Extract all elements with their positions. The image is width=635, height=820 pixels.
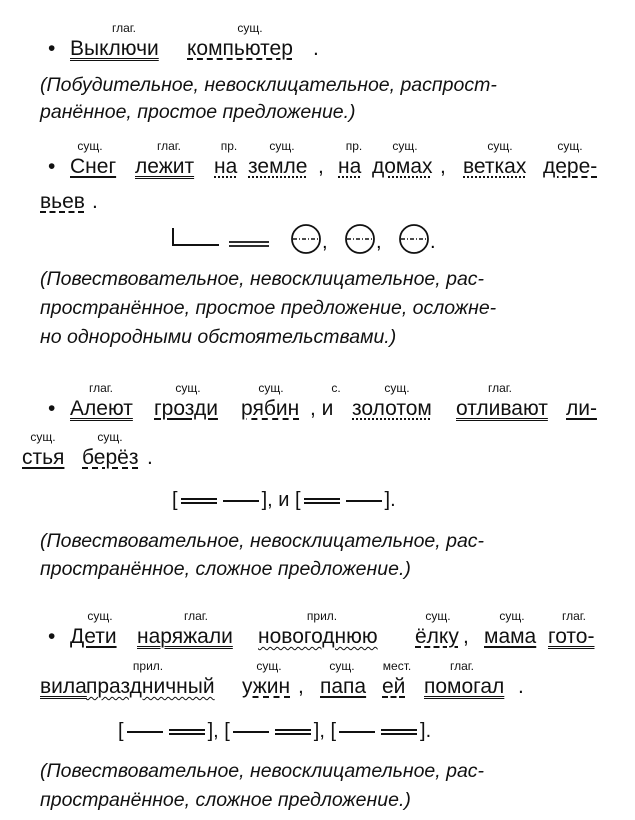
word-object: ей [382, 675, 406, 698]
punct: . [313, 37, 319, 60]
note-line: (Повествовательное, невосклицательное, рас- [40, 760, 485, 782]
word-attribute: вьев [40, 190, 85, 213]
subject-mark [173, 228, 219, 245]
punct: , [318, 155, 324, 178]
word-subject: ли- [566, 397, 597, 420]
adverbial-circle [400, 225, 428, 253]
bracket-close: ]. [384, 489, 396, 511]
bracket-close: ]. [420, 720, 432, 742]
sentence-scheme [165, 218, 455, 258]
word-predicate: отливают [456, 397, 548, 420]
pos-label: глаг. [156, 139, 182, 153]
pos-label: мест. [382, 659, 412, 673]
pos-label: глаг. [449, 659, 475, 673]
pos-label: глаг. [487, 381, 513, 395]
word-subject: мама [484, 625, 537, 648]
note-line: (Повествовательное, невосклицательное, рас- [40, 530, 485, 552]
pos-label: пр. [220, 139, 238, 153]
pos-label: сущ. [425, 609, 451, 623]
bullet: • [48, 397, 56, 420]
word-adverbial: золотом [352, 397, 432, 420]
punct: , [298, 675, 304, 698]
scheme-join: ], [ [313, 720, 337, 742]
word-subject: Дети [70, 625, 117, 648]
pos-label: сущ. [30, 430, 56, 444]
word-adverbial: на [214, 155, 238, 178]
word-adverbial: домах [372, 155, 433, 178]
pos-label: прил. [132, 659, 164, 673]
word-predicate: вила [40, 675, 87, 698]
word-predicate: Выключи [70, 37, 159, 60]
punct: . [92, 190, 98, 213]
pos-label: сущ. [557, 139, 583, 153]
word-attribute: праздничный [86, 675, 215, 698]
note-line: пространённое, сложное предложение.) [40, 789, 411, 811]
adverbial-circle [346, 225, 374, 253]
pos-label: глаг. [111, 21, 137, 35]
pos-label: сущ. [258, 381, 284, 395]
word-predicate: гото- [548, 625, 595, 648]
punct: . [518, 675, 524, 698]
punct: , [463, 625, 469, 648]
word-adverbial: на [338, 155, 362, 178]
pos-label: глаг. [561, 609, 587, 623]
predicate-mark [304, 498, 340, 504]
note-line: ранённое, простое предложение.) [40, 101, 356, 123]
predicate-mark [381, 729, 417, 735]
pos-label: сущ. [77, 139, 103, 153]
subject-mark [223, 500, 259, 502]
pos-label: глаг. [88, 381, 114, 395]
scheme-join: ], и [ [261, 489, 301, 511]
scheme-period: . [430, 231, 436, 253]
word-attribute: дере- [543, 155, 598, 178]
scheme-join: ], [ [207, 720, 230, 742]
bracket-open: [ [118, 720, 124, 742]
word-predicate: наряжали [137, 625, 233, 648]
sentence-scheme [118, 720, 431, 742]
pos-label: сущ. [269, 139, 295, 153]
subject-mark [127, 731, 163, 733]
bullet: • [48, 37, 56, 60]
bullet: • [48, 155, 56, 178]
subject-mark [346, 500, 382, 502]
pos-label: сущ. [175, 381, 201, 395]
word-attribute: берёз [82, 446, 139, 469]
pos-label: сущ. [329, 659, 355, 673]
word-predicate: лежит [135, 155, 195, 178]
note-line: но однородными обстоятельствами.) [40, 326, 397, 348]
scheme-comma: , [322, 231, 328, 253]
word-predicate: Алеют [70, 397, 133, 420]
pos-label: сущ. [256, 659, 282, 673]
word-predicate: помогал [424, 675, 505, 698]
punct: , [440, 155, 446, 178]
word-object: ужин [242, 675, 291, 698]
note-line: (Побудительное, невосклицательное, распрост- [40, 74, 497, 96]
pos-label: с. [331, 381, 341, 395]
word-attribute: рябин [241, 397, 300, 420]
note-line: пространённое, простое предложение, осложне- [40, 297, 497, 319]
conjunction: , и [310, 397, 334, 420]
subject-mark [339, 731, 375, 733]
pos-label: сущ. [487, 139, 513, 153]
word-object: компьютер [187, 37, 293, 60]
note-line: (Повествовательное, невосклицательное, рас- [40, 268, 485, 290]
note-line: пространённое, сложное предложение.) [40, 558, 411, 580]
scheme-comma: , [376, 231, 382, 253]
subject-mark [233, 731, 269, 733]
word-subject: Снег [70, 155, 117, 178]
word-subject: грозди [154, 397, 218, 420]
word-object: ёлку [415, 625, 459, 648]
pos-label: глаг. [183, 609, 209, 623]
word-adverbial: ветках [463, 155, 527, 178]
pos-label: сущ. [97, 430, 123, 444]
word-subject: папа [320, 675, 367, 698]
pos-label: сущ. [499, 609, 525, 623]
pos-label: сущ. [384, 381, 410, 395]
word-attribute: новогоднюю [258, 625, 378, 648]
pos-label: сущ. [237, 21, 263, 35]
word-subject: стья [22, 446, 65, 469]
sentence-scheme [172, 489, 396, 511]
predicate-mark [275, 729, 311, 735]
pos-label: пр. [345, 139, 363, 153]
adverbial-circle [292, 225, 320, 253]
bullet: • [48, 625, 56, 648]
pos-label: прил. [306, 609, 338, 623]
pos-label: сущ. [87, 609, 113, 623]
predicate-mark [169, 729, 205, 735]
predicate-mark [181, 498, 217, 504]
bracket-open: [ [172, 489, 178, 511]
pos-label: сущ. [392, 139, 418, 153]
word-adverbial: земле [248, 155, 308, 178]
punct: . [147, 446, 153, 469]
